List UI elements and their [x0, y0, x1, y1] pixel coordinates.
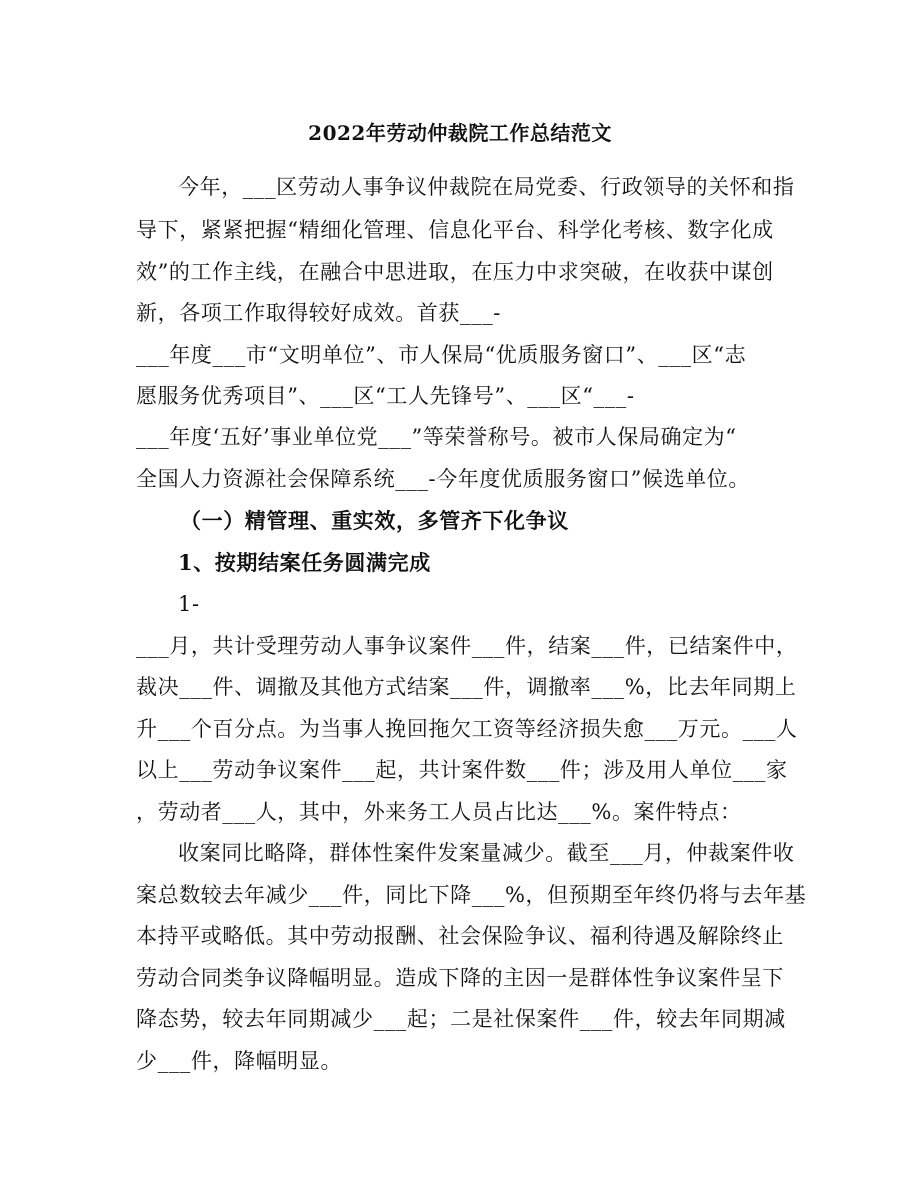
- paragraph-line: 导下，紧紧把握“精细化管理、信息化平台、科学化考核、数字化成: [136, 218, 774, 242]
- paragraph-line: 劳动合同类争议降幅明显。造成下降的主因一是群体性争议案件呈下: [136, 966, 784, 990]
- paragraph-line: 新，各项工作取得较好成效。首获___-: [136, 301, 501, 325]
- paragraph-line: 今年，___区劳动人事争议仲裁院在局党委、行政领导的关怀和指: [178, 175, 795, 199]
- paragraph-line: 愿服务优秀项目”、___区“工人先锋号”、___区“___-: [136, 384, 635, 408]
- paragraph-line: ___月，共计受理劳动人事争议案件___件，结案___件，已结案件中，: [136, 634, 798, 658]
- paragraph-line: 案总数较去年减少___件，同比下降___%，但预期至年终仍将与去年基: [136, 883, 807, 907]
- paragraph-line: ，劳动者___人，其中，外来务工人员占比达___%。案件特点：: [136, 800, 742, 824]
- paragraph-line: 少___件，降幅明显。: [136, 1049, 343, 1073]
- paragraph-line: 收案同比略降，群体性案件发案量减少。截至___月，仲裁案件收: [178, 841, 795, 865]
- document-title: 2022年劳动仲裁院工作总结范文: [308, 121, 612, 145]
- paragraph-line: 本持平或略低。其中劳动报酬、社会保险争议、福利待遇及解除终止: [136, 924, 784, 948]
- paragraph-line: 全国人力资源社会保障系统___-今年度优质服务窗口”候选单位。: [136, 467, 750, 491]
- paragraph-line: 降态势，较去年同期减少___起；二是社保案件___件，较去年同期减: [136, 1007, 786, 1031]
- paragraph-line: 效”的工作主线，在融合中思进取，在压力中求突破，在收获中谋创: [136, 260, 774, 284]
- paragraph-line: 升___个百分点。为当事人挽回拖欠工资等经济损失愈___万元。___人: [136, 717, 798, 741]
- subsection-heading: 1、按期结案任务圆满完成: [178, 550, 431, 575]
- section-heading: （一）精管理、重实效，多管齐下化争议: [180, 508, 569, 533]
- paragraph-line: ___年度___市“文明单位”、市人保局“优质服务窗口”、___区“志: [136, 343, 747, 367]
- paragraph-line: 1-: [178, 592, 200, 616]
- paragraph-line: ___年度‘五好’事业单位党___”等荣誉称号。被市人保局确定为“: [136, 425, 737, 449]
- paragraph-line: 以上___劳动争议案件___起，共计案件数___件；涉及用人单位___家: [136, 758, 788, 782]
- paragraph-line: 裁决___件、调撤及其他方式结案___件，调撤率___%，比去年同期上: [136, 675, 797, 699]
